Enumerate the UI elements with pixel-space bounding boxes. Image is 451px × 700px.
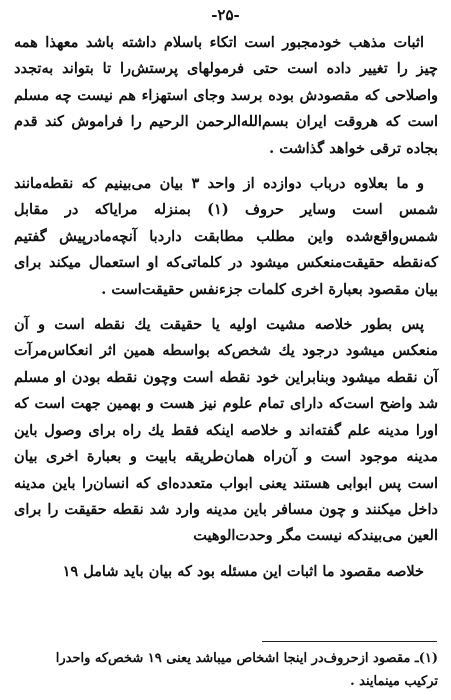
page-number: -۲۵- [211,6,240,24]
footnote: (۱)ـ مقصود ازحروف‌در اینجا اشخاص میباشد یعنی ۱۹ شخص‌که واحدرا ترکیب مینمایند . [55,651,438,689]
footnote-divider [262,641,437,642]
paragraph: اثبات مذهب خودمجبور است اتکاء باسلام داشته باشد معهذا همه چیز را تغییر داده است حتی فرمولهای پرستش‌را تا بتواند به‌تجدد و‌اصلاحی که مقصودش بوده برسد وجای استهزاء هم نیست چه مسلم است که هر‌وقت ایران بسم‌الله‌الرحمن الرحیم را فراموش کند قدم بجاده ترقی خواهد گذاشت . [14,34,438,157]
paragraph: خلاصه مقصود ما اثبات این مسئله بود که بیان باید شامل ۱۹ [62,562,424,580]
paragraph: و ما بعلاوه در‌باب دوازده از واحد ۳ بیان می‌بینیم که نقطه‌مانند شمس است وسایر حروف (۱) بمنزله مرایاکه در مقابل شمس‌واقع‌شده واین مطلب مطابقت داردبا آنچه‌مادر‌پیش گفتیم که‌نقطه حقیقت‌منعکس میشود در کلماتی‌که او استعمال میکند برای بیان مقصود بعبارة اخری کلمات جزء‌نفس حقیقت‌است . [14,175,439,298]
paragraph: پس بطور خلاصه مشیت اولیه یا حقیقت یك نقطه است و آن منعکس میشود درجود یك شخص‌که بواسطه همین اثر انعکاس‌مرآت آن نقطه میشود و‌بنابراین خود نقطه است وچون نقطه بودن او مسلم شد واضح است‌که دارای تمام علوم نیز هست و بهمین جهت است که اورا مدینه علم گفته‌اند و خلاصه اینکه فقط یك راه برای وصول باین مدینه موجود است و آن‌راه همان‌طریقه بابیت و بعبارة اخری بیان است پس ابوابی هستند یعنی ابواب متعدده‌ای که انسان‌را باین مدینه داخل میکنند و چون مسافر باین مدینه وارد شد نقطه حقیقت را برای العین می‌بیند‌که نیست مگر وحدت‌الوهیت [14,316,438,545]
body-text [14,30,438,585]
